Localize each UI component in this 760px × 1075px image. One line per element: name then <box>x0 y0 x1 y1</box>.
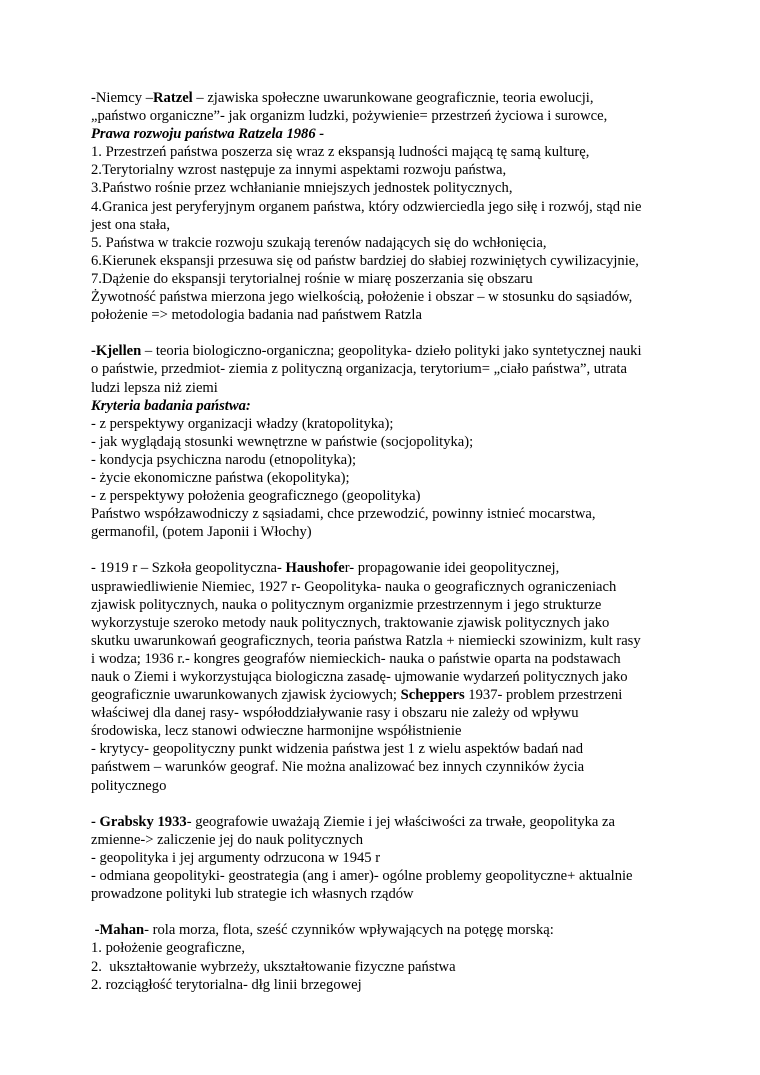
kjellen-criterion-1: - z perspektywy organizacji władzy (kratopolityka); <box>91 415 394 432</box>
kjellen-line-2: o państwie, przedmiot- ziemia z polityczną organizacja, terytorium= „ciało państwa”, utrata <box>91 361 627 378</box>
kjellen-criteria-heading <box>91 397 681 415</box>
grabsky-intro-line <box>91 813 681 831</box>
haushofer-intro-text: r- propagowanie idei geopolitycznej, <box>344 560 560 577</box>
haushofer-line-8-text: 1937- problem przestrzeni <box>464 687 623 704</box>
haushofer-line-5: skutku uwarunkowań geograficznych, teoria państwa Ratzla + niemiecki szowinizm, kult rasy <box>91 632 641 649</box>
scheppers-name: Scheppers <box>400 687 465 704</box>
haushofer-intro-prefix: - 1919 r – Szkoła geopolityczna- <box>91 560 286 577</box>
grabsky-line-4: - odmiana geopolityki- geostrategia (ang i amer)- ogólne problemy geopolityczne+ aktualnie <box>91 868 633 885</box>
spacer <box>91 795 681 813</box>
haushofer-line-3: zjawisk politycznych, nauka o politycznym organizmie przestrzennym i jego strukturze <box>91 596 602 613</box>
kjellen-name: -Kjellen <box>91 343 142 360</box>
haushofer-line-12: państwem – warunków geograf. Nie można analizować bez innych czynników życia <box>91 759 585 776</box>
kjellen-criterion-3: - kondycja psychiczna narodu (etnopolityka); <box>91 451 357 468</box>
ratzel-intro-line <box>91 89 681 107</box>
haushofer-line-6: i wodza; 1936 r.- kongres geografów niemieckich- nauka o państwie oparta na podstawach <box>91 650 621 667</box>
spacer <box>91 903 681 921</box>
spacer <box>91 541 681 559</box>
document-page <box>91 89 681 994</box>
ratzel-intro-prefix: -Niemcy – <box>91 90 154 106</box>
haushofer-line-8 <box>91 686 681 704</box>
spacer <box>91 324 681 342</box>
grabsky-line-2: zmienne-> zaliczenie jej do nauk politycznych <box>91 831 364 848</box>
haushofer-line-9: właściwej dla danej rasy- współoddziaływanie rasy i obszaru nie zależy od wpływu <box>91 705 579 722</box>
grabsky-name: - Grabsky 1933 <box>91 813 187 830</box>
haushofer-line-7: nauk o Ziemi i wykorzystująca biologiczna zasadę- ujmowanie wydarzeń politycznych jako <box>91 669 628 685</box>
kjellen-rivalry-line-cont: germanofil, (potem Japonii i Włochy) <box>91 524 312 541</box>
ratzel-law-4-cont: jest ona stała, <box>91 216 171 233</box>
kjellen-intro-text: – teoria biologiczno-organiczna; geopolityka- dzieło polityki jako syntetycznej nauki <box>141 343 642 360</box>
ratzel-law-3: 3.Państwo rośnie przez wchłanianie mniejszych jednostek politycznych, <box>91 180 513 197</box>
ratzel-law-5: 5. Państwa w trakcie rozwoju szukają terenów nadających się do wchłonięcia, <box>91 234 547 251</box>
ratzel-vitality-line-cont: położenie => metodologia badania nad państwem Ratzla <box>91 307 422 324</box>
mahan-intro-line <box>91 921 681 939</box>
haushofer-intro-line <box>91 559 681 577</box>
ratzel-law-2: 2.Terytorialny wzrost następuje za innymi aspektami rozwoju państwa, <box>91 162 507 179</box>
mahan-factor-3: 2. rozciągłość terytorialna- dłg linii brzegowej <box>91 976 362 993</box>
mahan-factor-2: 2. ukształtowanie wybrzeży, ukształtowanie fizyczne państwa <box>91 958 456 975</box>
ratzel-law-7: 7.Dążenie do ekspansji terytorialnej rośnie w miarę poszerzania się obszaru <box>91 270 533 287</box>
haushofer-line-13: politycznego <box>91 777 167 794</box>
kjellen-intro-line <box>91 342 681 360</box>
mahan-name: -Mahan <box>91 922 145 939</box>
kjellen-criterion-2: - jak wyglądają stosunki wewnętrzne w państwie (socjopolityka); <box>91 433 474 450</box>
ratzel-organic-state-line: „państwo organiczne”- jak organizm ludzki, pożywienie= przestrzeń życiowa i surowce, <box>91 108 608 125</box>
kjellen-criterion-5: - z perspektywy położenia geograficznego (geopolityka) <box>91 488 421 505</box>
kjellen-criteria-heading-text: Kryteria badania państwa: <box>91 397 251 414</box>
ratzel-law-4: 4.Granica jest peryferyjnym organem państwa, który odzwierciedla jego siłę i rozwój, stąd nie <box>91 198 642 215</box>
grabsky-line-3: - geopolityka i jej argumenty odrzucona w 1945 r <box>91 849 381 866</box>
grabsky-intro-text: - geografowie uważają Ziemie i jej właściwości za trwałe, geopolityka za <box>186 813 615 830</box>
haushofer-name: Haushofe <box>285 560 345 577</box>
kjellen-line-3: ludzi lepsza niż ziemi <box>91 379 218 396</box>
ratzel-intro-text: – zjawiska społeczne uwarunkowane geograficznie, teoria ewolucji, <box>192 90 594 106</box>
haushofer-line-2: usprawiedliwienie Niemiec, 1927 r- Geopolityka- nauka o geograficznych ograniczeniach <box>91 578 617 595</box>
grabsky-line-5: prowadzone polityki lub strategie ich własnych rządów <box>91 886 414 903</box>
haushofer-line-8-prefix: geograficznie uwarunkowanych zjawisk życiowych; <box>91 687 401 704</box>
ratzel-vitality-line: Żywotność państwa mierzona jego wielkością, położenie i obszar – w stosunku do sąsiadów, <box>91 289 633 306</box>
ratzel-laws-heading-text: Prawa rozwoju państwa Ratzela 1986 - <box>91 126 325 143</box>
kjellen-rivalry-line: Państwo współzawodniczy z sąsiadami, chce przewodzić, powinny istnieć mocarstwa, <box>91 506 596 523</box>
haushofer-line-11: - krytycy- geopolityczny punkt widzenia państwa jest 1 z wielu aspektów badań nad <box>91 741 583 758</box>
mahan-intro-text: - rola morza, flota, sześć czynników wpływających na potęgę morską: <box>144 922 554 939</box>
haushofer-line-4: wykorzystuje szeroko metody nauk politycznych, traktowanie zjawisk politycznych jako <box>91 614 610 631</box>
ratzel-laws-heading <box>91 125 681 143</box>
ratzel-name: Ratzel <box>153 90 193 106</box>
ratzel-law-6: 6.Kierunek ekspansji przesuwa się od państw bardziej do słabiej rozwiniętych cywilizacyjnie, <box>91 252 639 269</box>
kjellen-criterion-4: - życie ekonomiczne państwa (ekopolityka); <box>91 469 350 486</box>
ratzel-law-1: 1. Przestrzeń państwa poszerza się wraz z ekspansją ludności mającą tę samą kulturę, <box>91 144 590 161</box>
haushofer-line-10: środowiska, lecz stanowi odwieczne harmonijne współistnienie <box>91 723 462 740</box>
mahan-factor-1: 1. położenie geograficzne, <box>91 940 245 957</box>
